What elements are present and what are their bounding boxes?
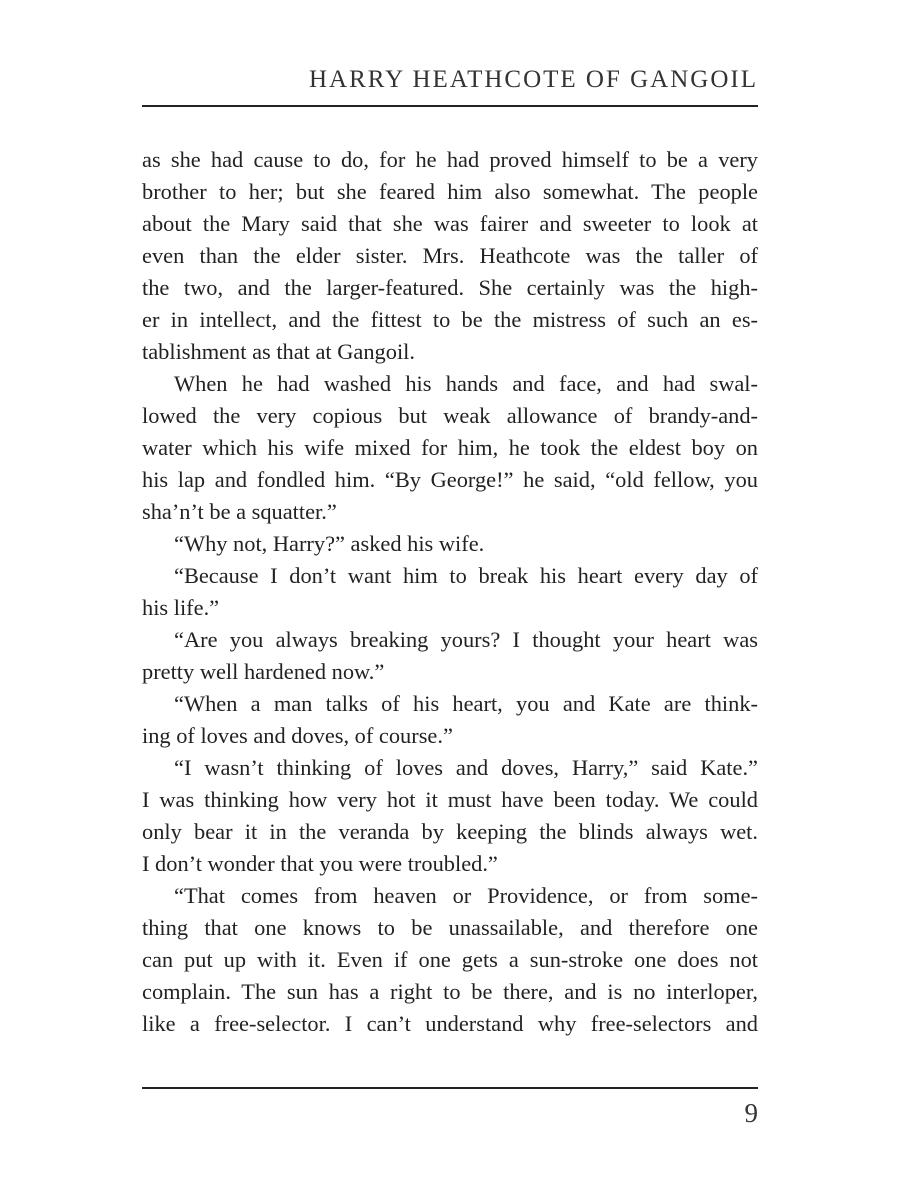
text-line: lowed the very copious but weak allowance of brandy-and-	[142, 403, 758, 428]
text-line: sha’n’t be a squatter.”	[142, 499, 337, 524]
text-line: only bear it in the veranda by keeping the blinds always wet.	[142, 819, 758, 844]
text-line: er in intellect, and the fittest to be the mistress of such an es-	[142, 307, 758, 332]
page-number: 9	[744, 1098, 758, 1128]
text-line: pretty well hardened now.”	[142, 659, 385, 684]
text-line: like a free-selector. I can’t understand why free-selectors and	[142, 1011, 758, 1036]
text-line: tablishment as that at Gangoil.	[142, 339, 415, 364]
page-body-text	[142, 144, 758, 1040]
text-line: “Why not, Harry?” asked his wife.	[174, 531, 485, 556]
text-line: about the Mary said that she was fairer and sweeter to look at	[142, 211, 758, 236]
running-head-title: HARRY HEATHCOTE OF GANGOIL	[309, 66, 758, 93]
text-line: “I wasn’t thinking of loves and doves, Harry,” said Kate.”	[174, 755, 758, 780]
text-line: “Because I don’t want him to break his heart every day of	[174, 563, 758, 588]
text-line: When he had washed his hands and face, and had swal-	[174, 371, 758, 396]
text-line: I don’t wonder that you were troubled.”	[142, 851, 498, 876]
text-line: water which his wife mixed for him, he took the eldest boy on	[142, 435, 758, 460]
text-line: even than the elder sister. Mrs. Heathcote was the taller of	[142, 243, 758, 268]
text-line: thing that one knows to be unassailable, and therefore one	[142, 915, 758, 940]
text-line: “When a man talks of his heart, you and Kate are think-	[174, 691, 758, 716]
text-line: the two, and the larger-featured. She certainly was the high-	[142, 275, 758, 300]
footer-rule	[142, 1087, 758, 1089]
text-line: ing of loves and doves, of course.”	[142, 723, 453, 748]
text-line: “That comes from heaven or Providence, or from some-	[174, 883, 758, 908]
text-line: I was thinking how very hot it must have been today. We could	[142, 787, 758, 812]
text-line: his lap and fondled him. “By George!” he said, “old fellow, you	[142, 467, 758, 492]
text-line: can put up with it. Even if one gets a sun-stroke one does not	[142, 947, 758, 972]
text-line: as she had cause to do, for he had proved himself to be a very	[142, 147, 758, 172]
text-line: brother to her; but she feared him also somewhat. The people	[142, 179, 758, 204]
text-line: his life.”	[142, 595, 220, 620]
text-line: “Are you always breaking yours? I thought your heart was	[174, 627, 758, 652]
header-rule	[142, 105, 758, 107]
text-line: complain. The sun has a right to be there, and is no interloper,	[142, 979, 758, 1004]
